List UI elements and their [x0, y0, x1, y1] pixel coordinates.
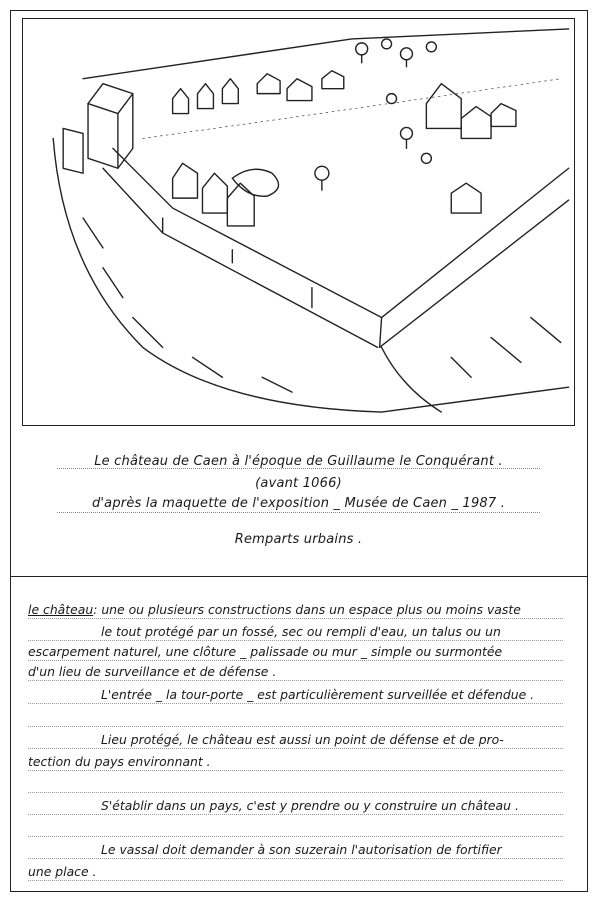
settle-paragraph: S'établir dans un pays, c'est y prendre ou y construire un château . [101, 798, 519, 813]
ruled-line [28, 836, 563, 837]
castle-sketch-icon [23, 19, 574, 425]
defense-paragraph-line-1: Lieu protégé, le château est aussi un point de défense et de pro- [101, 732, 504, 747]
definition-term: le château [28, 602, 94, 617]
ruled-line [28, 792, 563, 793]
definition-line-3: escarpement naturel, une clôture _ palissade ou mur _ simple ou surmontée [28, 644, 503, 659]
defense-paragraph-line-2: tection du pays environnant . [28, 754, 211, 769]
ruled-line [28, 858, 563, 859]
definition-line-2: le tout protégé par un fossé, sec ou rempli d'eau, un talus ou un [101, 624, 501, 639]
vassal-paragraph-line-1: Le vassal doit demander à son suzerain l'autorisation de fortifier [101, 842, 502, 857]
caption-date: (avant 1066) [255, 476, 342, 491]
ruled-line [28, 880, 563, 881]
vassal-paragraph-line-2: une place . [28, 864, 97, 879]
ruled-line [28, 660, 563, 661]
ruled-line [28, 748, 563, 749]
castle-illustration [22, 18, 575, 426]
ruled-line [28, 680, 563, 681]
caption-title: Le château de Caen à l'époque de Guillaume le Conquérant . [94, 454, 503, 469]
entry-paragraph: L'entrée _ la tour-porte _ est particulièrement surveillée et défendue . [101, 687, 535, 702]
caption-source: d'après la maquette de l'exposition _ Musée de Caen _ 1987 . [91, 496, 506, 511]
ruled-line [28, 640, 563, 641]
caption-rule [57, 512, 540, 513]
definition-line-4: d'un lieu de surveillance et de défense . [28, 664, 277, 679]
ruled-line [28, 814, 563, 815]
ruled-line [28, 726, 563, 727]
ruled-line [28, 618, 563, 619]
definition-line-1: le château: une ou plusieurs constructions dans un espace plus ou moins vaste [28, 602, 521, 617]
ruled-line [28, 770, 563, 771]
ruled-line [28, 703, 563, 704]
section-divider [10, 576, 588, 577]
caption-subtitle: Remparts urbains . [234, 532, 363, 547]
